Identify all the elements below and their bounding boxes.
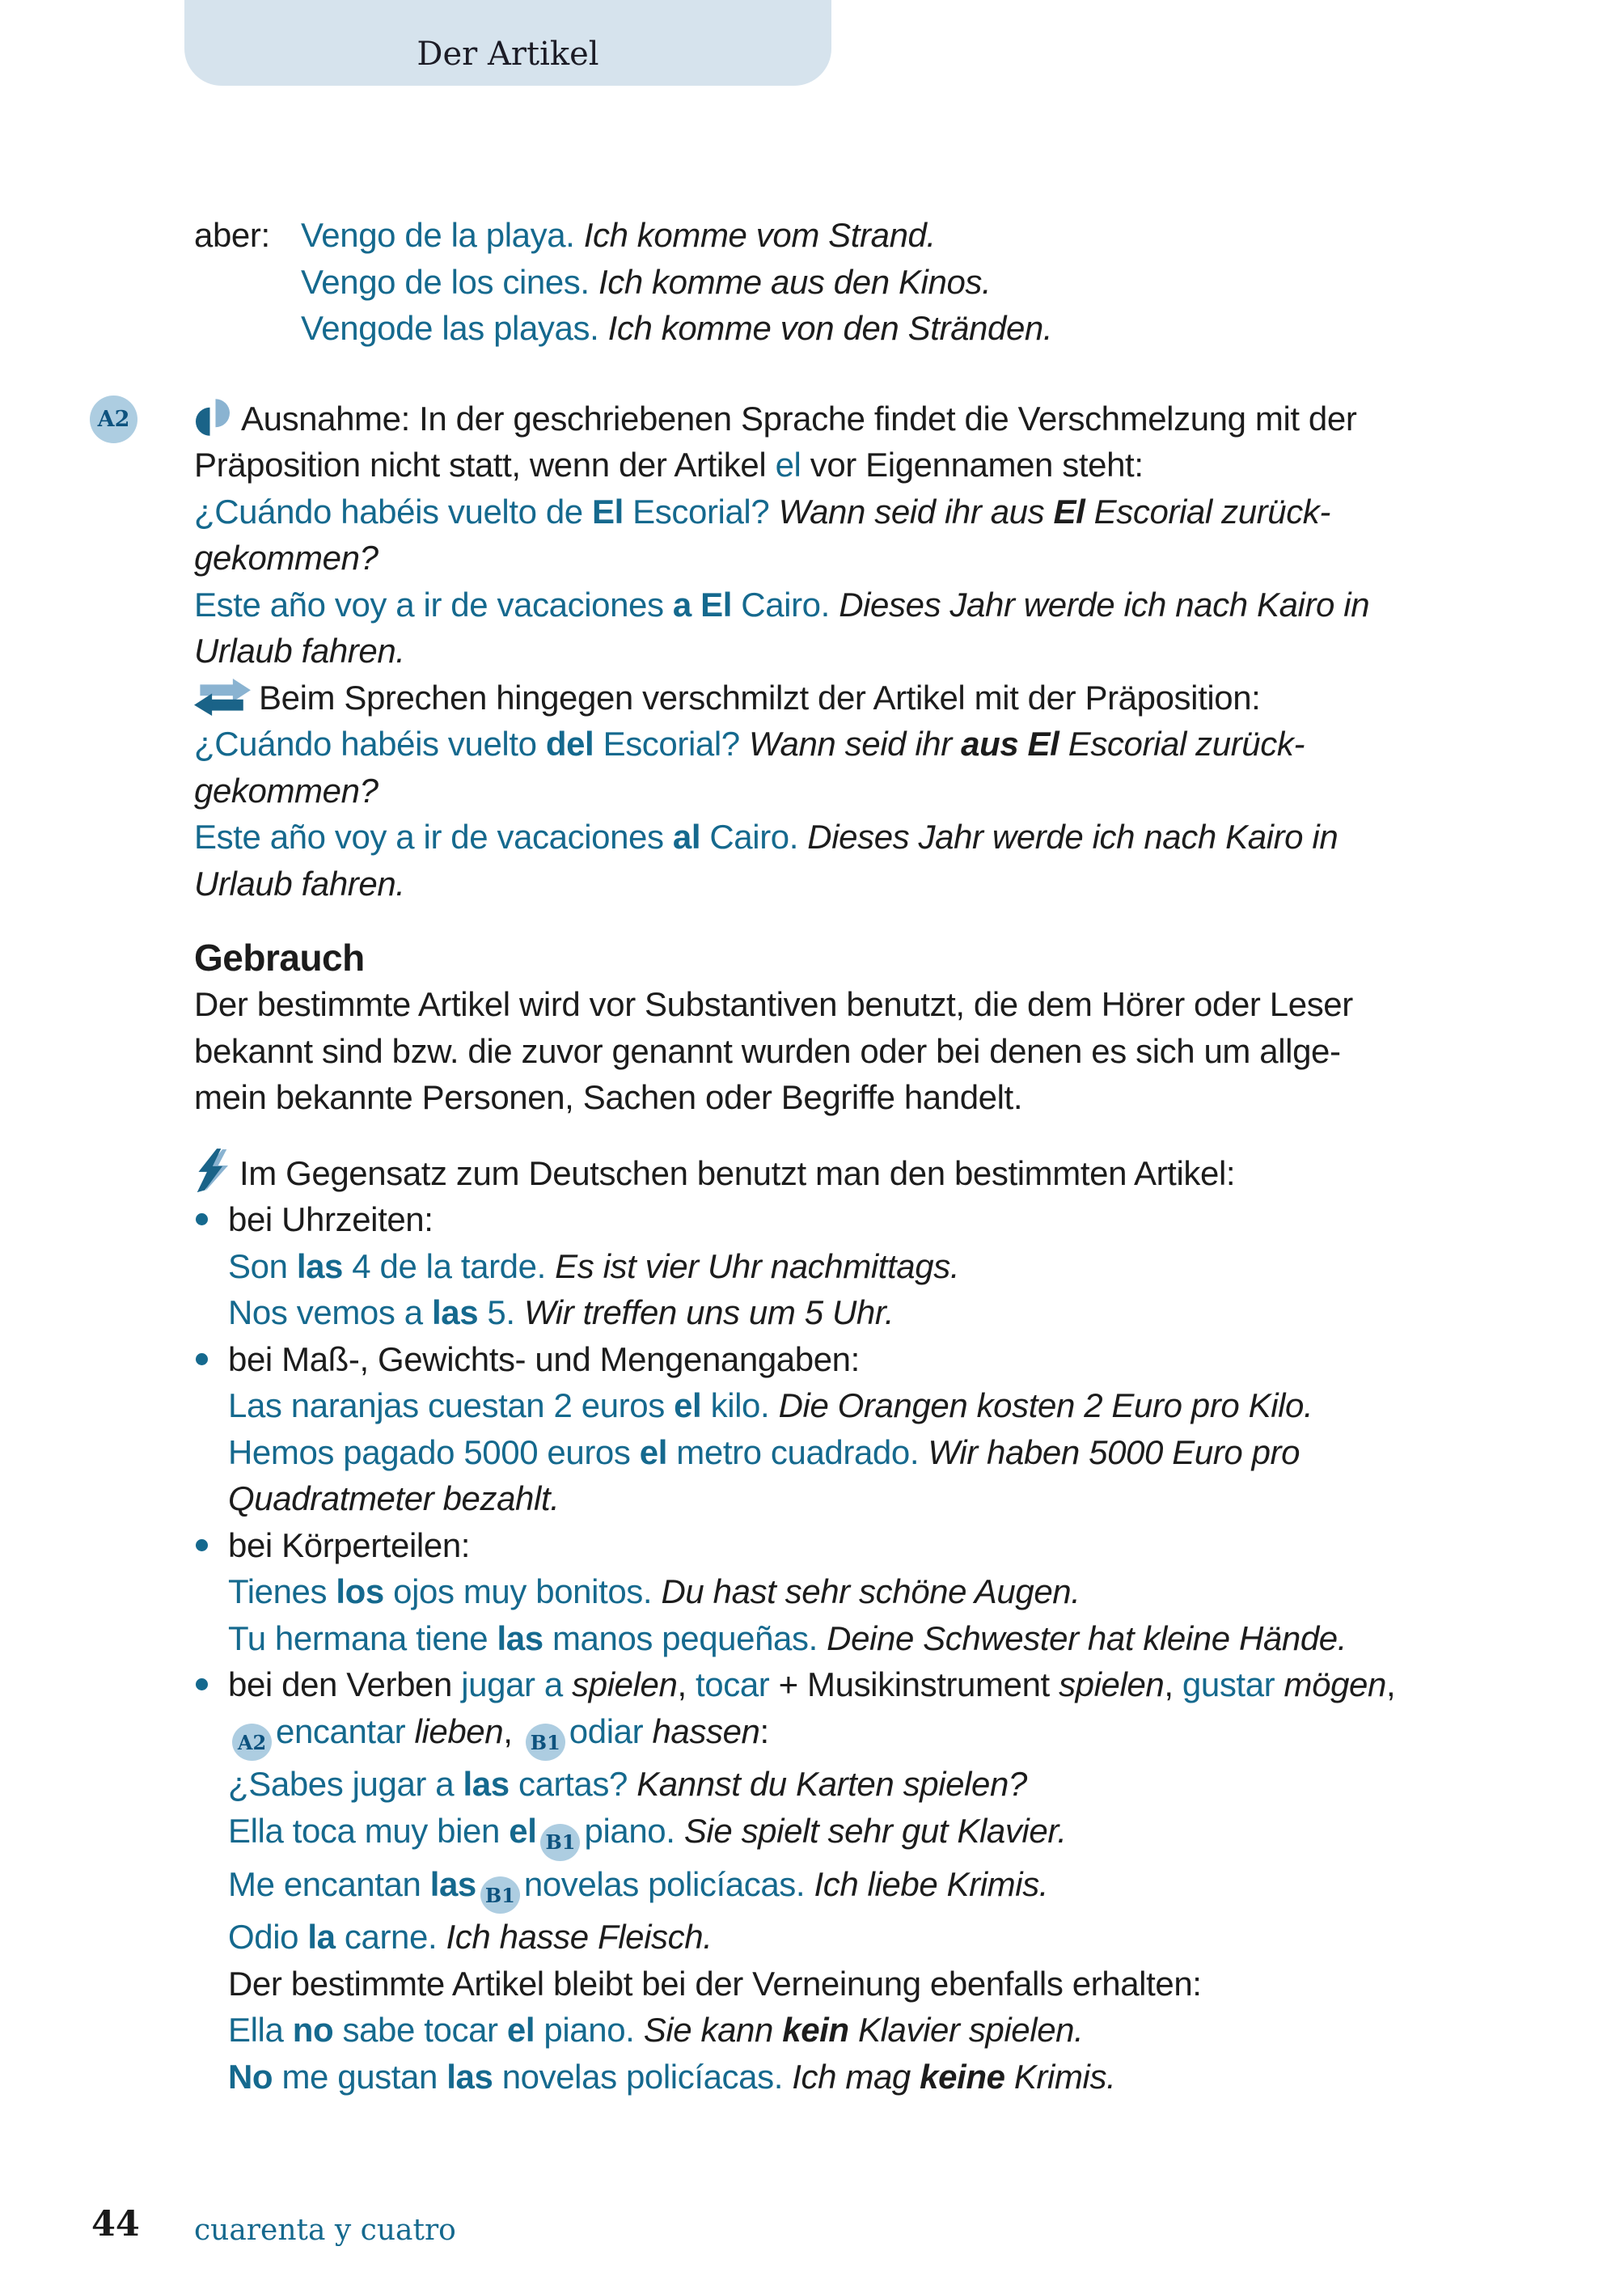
level-badge-a2-margin: A2: [90, 396, 137, 443]
bullet-dot: [196, 1539, 208, 1551]
text-line: Tu hermana tiene las manos pequeñas. Deine Schwester hat kleine Hände.: [228, 1618, 1347, 1657]
text-line: bei Körperteilen:: [228, 1525, 471, 1564]
text-line: Beim Sprechen hingegen verschmilzt der Artikel mit der Präposition:: [194, 675, 1472, 721]
text-line: Der bestimmte Artikel bleibt bei der Verneinung ebenfalls erhalten:: [228, 1964, 1202, 2003]
text-line: Urlaub fahren.: [194, 864, 405, 903]
text-line: No me gustan las novelas policíacas. Ich mag keine Krimis.: [228, 2057, 1116, 2096]
level-badge-a2: A2: [232, 1724, 272, 1761]
section-heading: Gebrauch: [194, 937, 365, 979]
text-line: Im Gegensatz zum Deutschen benutzt man den bestimmten Artikel:: [194, 1150, 1472, 1197]
bullet-item: [194, 1522, 1472, 1662]
hanging-label: aber:: [194, 216, 270, 254]
text-line: Me encantan las B1 novelas policíacas. Ich liebe Krimis.: [228, 1861, 1472, 1914]
text-line: bekannt sind bzw. die zuvor genannt wurden oder bei denen es sich um allge-: [194, 1031, 1341, 1070]
text-line: Ella toca muy bien el B1 piano. Sie spielt sehr gut Klavier.: [228, 1808, 1472, 1861]
content: [194, 212, 1472, 2100]
text-line: ¿Cuándo habéis vuelto del Escorial? Wann seid ihr aus El Escorial zurück-: [194, 725, 1305, 763]
text-line: Vengo de los cines. Ich komme aus den Kinos.: [301, 262, 992, 301]
text-line: bei den Verben jugar a spielen, tocar + Musikinstrument spielen, gustar mögen,: [228, 1665, 1396, 1703]
text-line: mein bekannte Personen, Sachen oder Begriffe handelt.: [194, 1078, 1023, 1116]
paragraph: [194, 396, 1472, 907]
text-line: Ella no sabe tocar el piano. Sie kann kein Klavier spielen.: [228, 2011, 1084, 2050]
bullet-dot: [196, 1678, 208, 1690]
paragraph: [194, 981, 1472, 1121]
bullet-item: [194, 1196, 1472, 1336]
hanging-example-block: [194, 212, 1472, 352]
text-line: Nos vemos a las 5. Wir treffen uns um 5 Uhr.: [228, 1293, 894, 1331]
text-line: ¿Sabes jugar a las cartas? Kannst du Karten spielen?: [228, 1765, 1027, 1804]
text-line: Hemos pagado 5000 euros el metro cuadrado. Wir haben 5000 Euro pro: [228, 1432, 1300, 1471]
lightning-icon: [196, 1147, 228, 1195]
text-line: bei Uhrzeiten:: [228, 1200, 433, 1238]
text-line: bei Maß-, Gewichts- und Mengenangaben:: [228, 1339, 860, 1378]
text-line: Der bestimmte Artikel wird vor Substantiven benutzt, die dem Hörer oder Leser: [194, 985, 1353, 1023]
bullet-item: [194, 1336, 1472, 1522]
half-circles-icon: [196, 397, 230, 438]
level-badge-b1: B1: [526, 1724, 565, 1761]
text-line: Tienes los ojos muy bonitos. Du hast sehr schöne Augen.: [228, 1572, 1081, 1610]
page-number: 44: [91, 2204, 140, 2244]
text-line: Odio la carne. Ich hasse Fleisch.: [228, 1918, 713, 1957]
text-line: Este año voy a ir de vacaciones al Cairo. Dieses Jahr werde ich nach Kairo in: [194, 818, 1339, 856]
bullet-dot: [196, 1353, 208, 1365]
text-line: Las naranjas cuestan 2 euros el kilo. Die Orangen kosten 2 Euro pro Kilo.: [228, 1386, 1313, 1424]
level-badge-b1: B1: [540, 1824, 580, 1861]
text-line: Ausnahme: In der geschriebenen Sprache findet die Verschmelzung mit der: [194, 396, 1472, 442]
text-line: Urlaub fahren.: [194, 632, 405, 670]
page-number-words: cuarenta y cuatro: [194, 2214, 456, 2247]
text-line: gekommen?: [194, 539, 379, 577]
text-line: Vengode las playas. Ich komme von den Stränden.: [301, 309, 1053, 347]
chapter-tab-title: Der Artikel: [417, 36, 599, 74]
text-line: ¿Cuándo habéis vuelto de El Escorial? Wann seid ihr aus El Escorial zurück-: [194, 492, 1330, 531]
level-badge-b1: B1: [480, 1876, 520, 1914]
bullet-dot: [196, 1213, 208, 1225]
bullet-item: [194, 1661, 1472, 2100]
text-line: Este año voy a ir de vacaciones a El Cairo. Dieses Jahr werde ich nach Kairo in: [194, 585, 1370, 624]
double-arrow-icon: [194, 679, 251, 716]
text-line: A2 encantar lieben, B1 odiar hassen:: [228, 1708, 1472, 1762]
text-line: gekommen?: [194, 771, 379, 810]
text-line: Son las 4 de la tarde. Es ist vier Uhr nachmittags.: [228, 1246, 960, 1285]
chapter-tab: [184, 0, 831, 86]
paragraph: [194, 1150, 1472, 1197]
text-line: Präposition nicht statt, wenn der Artikel el vor Eigennamen steht:: [194, 446, 1144, 484]
text-line: Quadratmeter bezahlt.: [228, 1479, 560, 1517]
text-line: Vengo de la playa. Ich komme vom Strand.: [301, 216, 936, 254]
